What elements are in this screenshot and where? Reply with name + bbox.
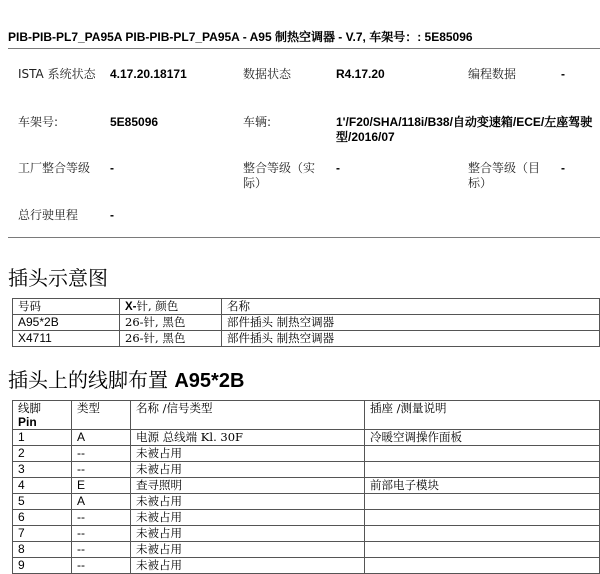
pin-section-heading-code: A95*2B (174, 370, 245, 392)
pin-signal: 电源 总线端 Kl. 30F (131, 430, 365, 446)
pin-number: 8 (13, 542, 72, 558)
integration-target-label: 整合等级（目标） (468, 161, 541, 190)
pin-number: 5 (13, 494, 72, 510)
pin-socket (365, 558, 600, 574)
column-header-signal: 名称 /信号类型 (131, 401, 365, 430)
pin-number: 2 (13, 446, 72, 462)
pin-type: -- (72, 446, 131, 462)
pin-type: A (72, 430, 131, 446)
divider (8, 237, 600, 238)
column-header-type: 类型 (72, 401, 131, 430)
vehicle-label: 车辆: (243, 115, 272, 129)
page-title: PIB-PIB-PL7_PA95A PIB-PIB-PL7_PA95A - A95 制热空调器 - V.7, 车架号：: 5E85096 (8, 30, 473, 44)
integration-actual-label: 整合等级（实际） (243, 161, 316, 190)
data-status-label: 数据状态 (243, 67, 292, 81)
pin-type: -- (72, 526, 131, 542)
vehicle-info-grid (18, 67, 600, 237)
mileage-value: - (110, 208, 114, 222)
pin-signal: 未被占用 (131, 542, 365, 558)
pin-table (12, 400, 600, 574)
pin-header-en: Pin (18, 415, 37, 429)
pin-number: 1 (13, 430, 72, 446)
ista-label: ISTA 系统状态 (18, 67, 96, 81)
connector-number: X4711 (13, 331, 120, 347)
pin-section-heading-text: 插头上的线脚布置 (8, 368, 168, 392)
pin-socket (365, 542, 600, 558)
table-row (13, 462, 600, 478)
pin-number: 6 (13, 510, 72, 526)
pin-header-cn: 线脚 (18, 401, 41, 415)
pin-number: 9 (13, 558, 72, 574)
table-row (13, 315, 600, 331)
pin-socket: 前部电子模块 (365, 478, 600, 494)
pin-signal: 未被占用 (131, 526, 365, 542)
table-row (13, 430, 600, 446)
ista-value: 4.17.20.18171 (110, 67, 187, 81)
pin-signal: 未被占用 (131, 494, 365, 510)
table-row (13, 478, 600, 494)
connector-table (12, 298, 600, 347)
integration-actual-value: - (336, 161, 340, 175)
table-row (13, 446, 600, 462)
pin-number: 3 (13, 462, 72, 478)
table-header-row (13, 401, 600, 430)
pin-socket (365, 462, 600, 478)
pin-socket (365, 510, 600, 526)
pin-number: 7 (13, 526, 72, 542)
vin-value: 5E85096 (110, 115, 159, 129)
table-header-row (13, 299, 600, 315)
data-status-value: R4.17.20 (336, 67, 385, 81)
pin-type: -- (72, 542, 131, 558)
column-header-pin (13, 401, 72, 430)
pin-number: 4 (13, 478, 72, 494)
pin-type: -- (72, 558, 131, 574)
connector-section-heading: 插头示意图 (8, 266, 108, 290)
integration-target-value: - (561, 161, 565, 175)
connector-pins: 26-针, 黑色 (120, 315, 222, 331)
pin-type: -- (72, 510, 131, 526)
pin-socket (365, 446, 600, 462)
pin-socket (365, 526, 600, 542)
connector-number: A95*2B (13, 315, 120, 331)
factory-integration-value: - (110, 161, 114, 175)
table-row (13, 558, 600, 574)
table-row (13, 331, 600, 347)
pin-type: A (72, 494, 131, 510)
column-header-name: 名称 (222, 299, 600, 315)
pin-signal: 未被占用 (131, 462, 365, 478)
column-header-number: 号码 (13, 299, 120, 315)
connector-name: 部件插头 制热空调器 (222, 331, 600, 347)
vehicle-value: 1'/F20/SHA/118i/B38/自动变速箱/ECE/左座驾驶型/2016/07 (336, 115, 593, 144)
pin-type: -- (72, 462, 131, 478)
mileage-label: 总行驶里程 (18, 208, 79, 222)
pin-signal: 未被占用 (131, 510, 365, 526)
divider (8, 48, 600, 49)
pin-signal: 未被占用 (131, 558, 365, 574)
column-header-socket: 插座 /测量说明 (365, 401, 600, 430)
factory-integration-label: 工厂整合等级 (18, 161, 91, 175)
connector-pins: 26-针, 黑色 (120, 331, 222, 347)
column-header-pin-color-label: 针, 颜色 (136, 299, 179, 313)
pin-section-heading (8, 364, 244, 393)
pin-signal: 查寻照明 (131, 478, 365, 494)
table-row (13, 510, 600, 526)
table-row (13, 526, 600, 542)
pin-socket: 冷暖空调操作面板 (365, 430, 600, 446)
pin-socket (365, 494, 600, 510)
pin-signal: 未被占用 (131, 446, 365, 462)
connector-name: 部件插头 制热空调器 (222, 315, 600, 331)
programming-label: 编程数据 (468, 67, 517, 81)
programming-value: - (561, 67, 565, 81)
pin-type: E (72, 478, 131, 494)
column-header-pin-color: X-针, 颜色 (120, 299, 222, 315)
vin-label: 车架号: (18, 115, 59, 129)
table-row (13, 494, 600, 510)
table-row (13, 542, 600, 558)
